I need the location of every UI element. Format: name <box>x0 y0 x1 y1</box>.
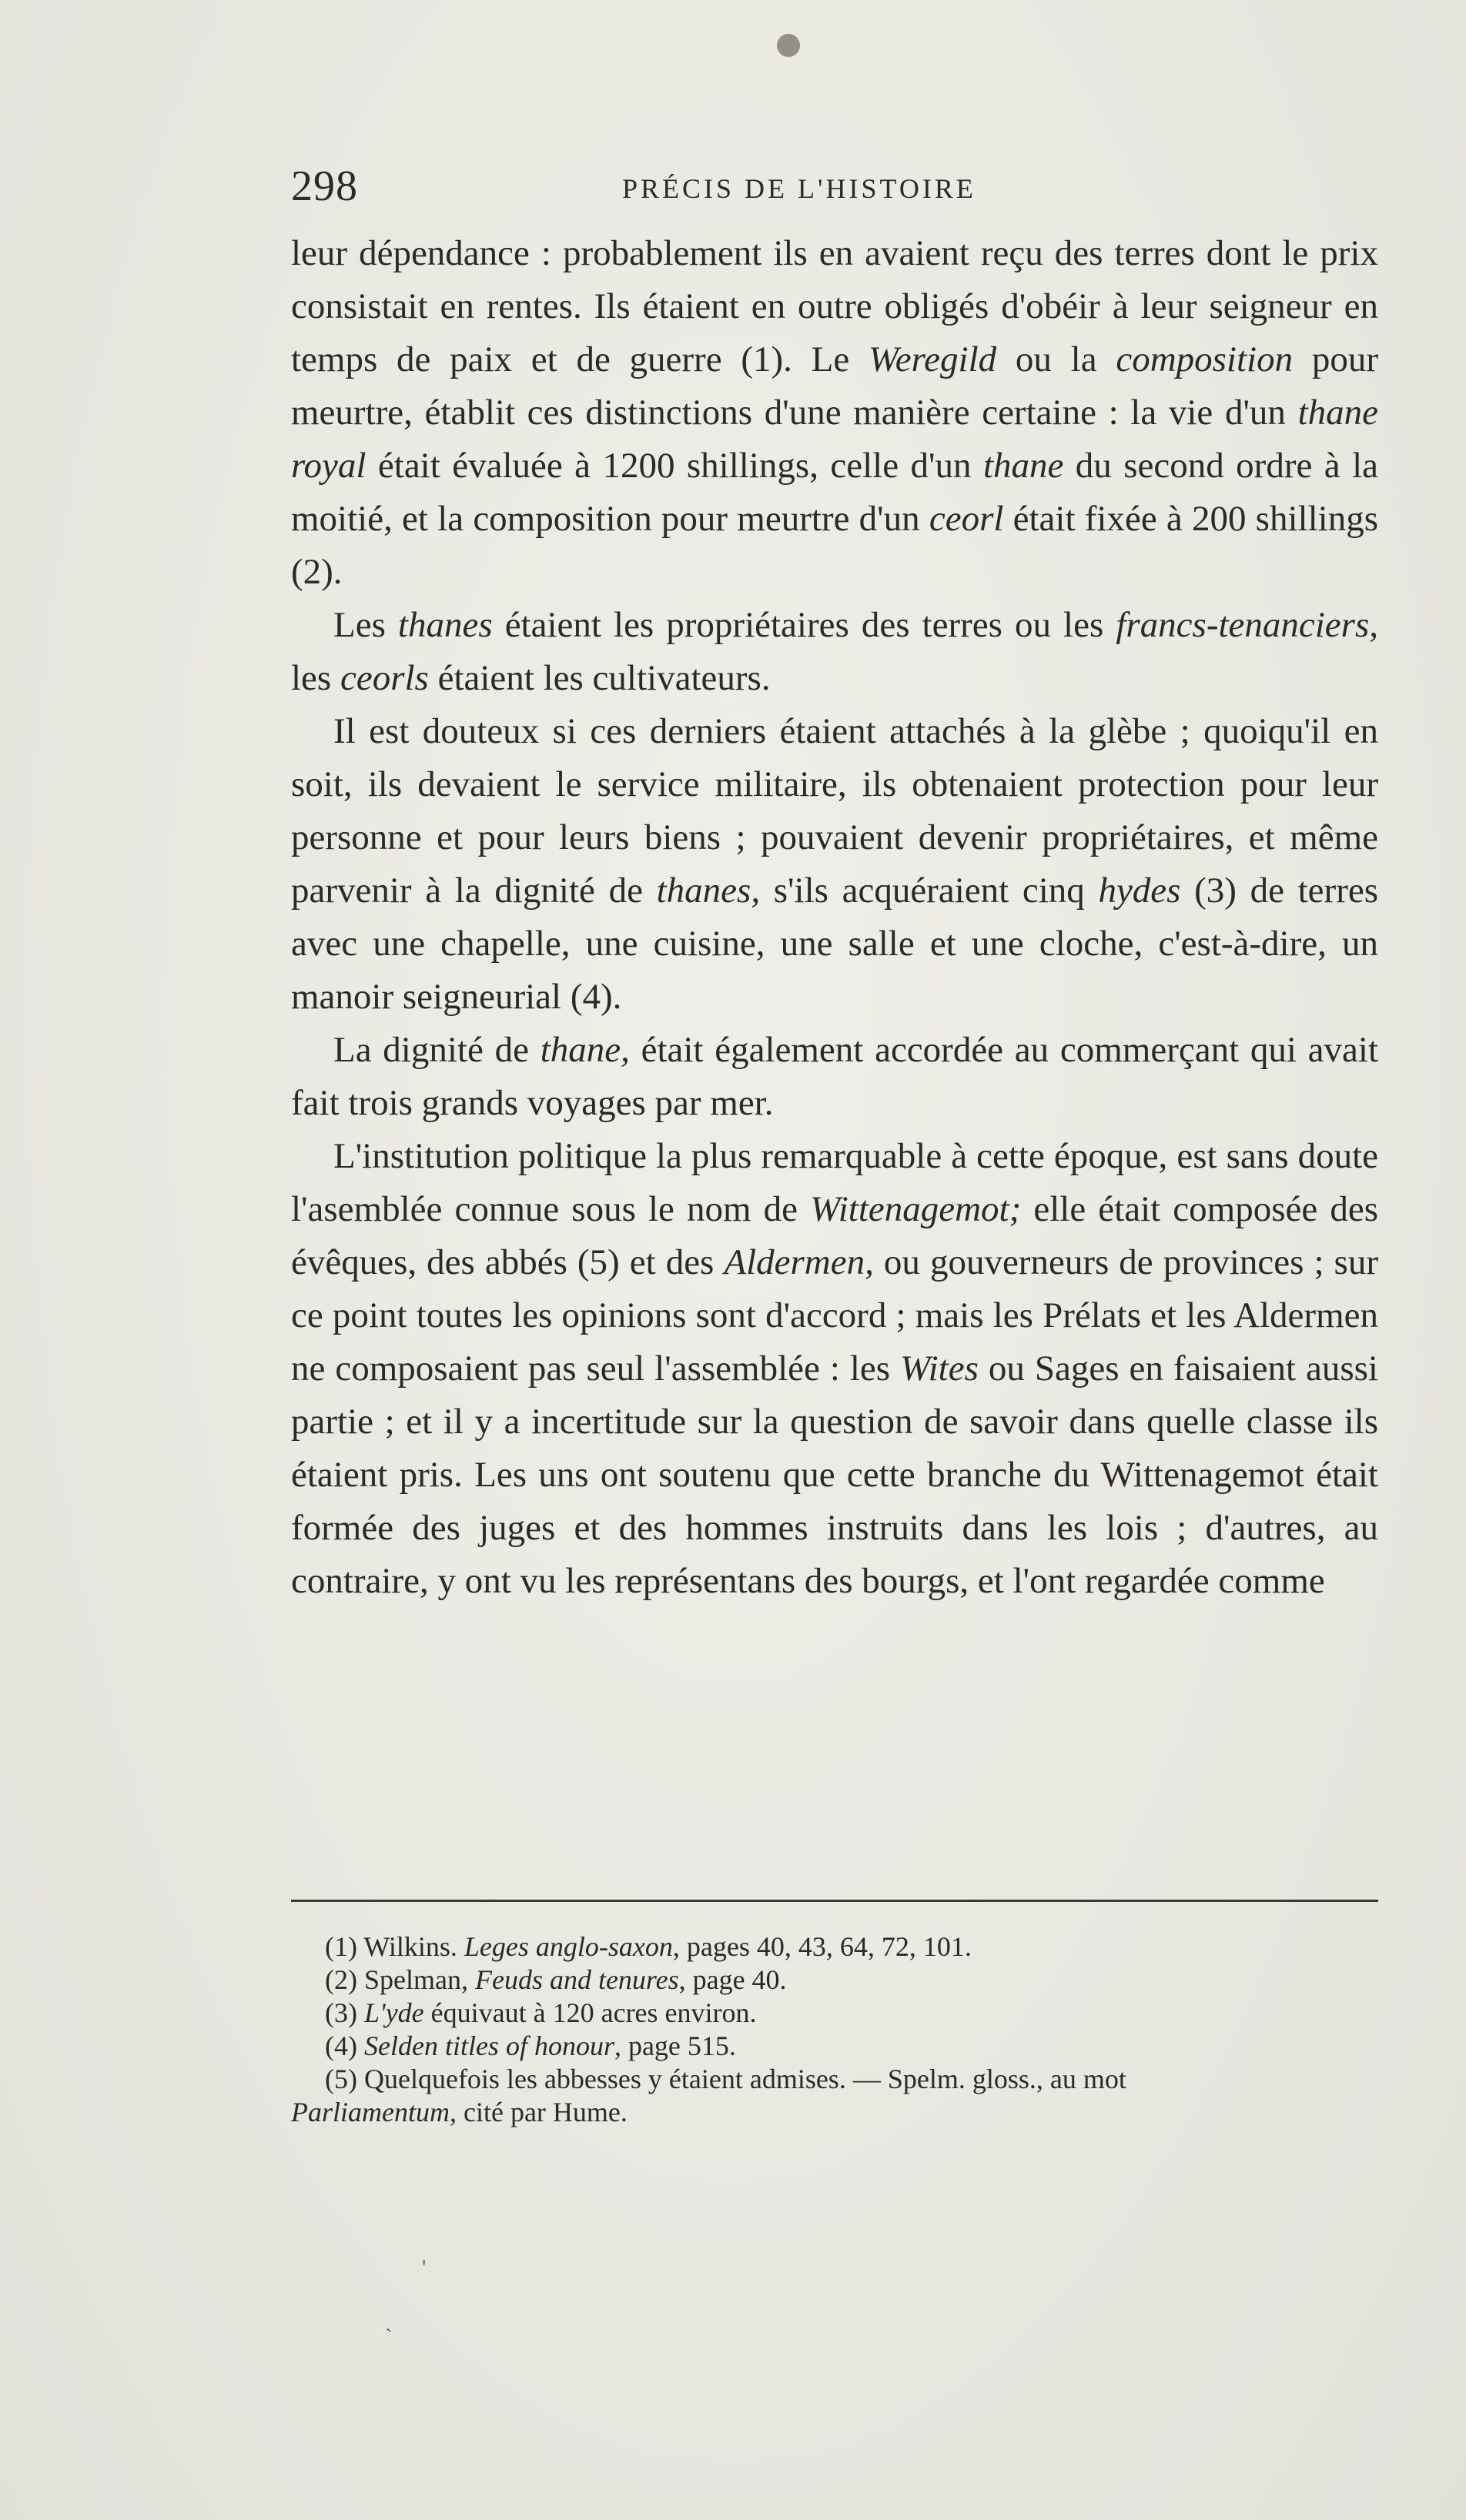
paragraph-5: L'institution politique la plus remarquable à cette époque, est sans doute l'asemblée connue sous le nom de Wittenagemot; elle était composée des évêques, des abbés (5) et des Aldermen, ou gouverneurs de provinces ; sur ce point toutes les opinions sont d'accord ; mais les Prélats et les Aldermen ne composaient pas seul l'assemblée : les Wites ou Sages en faisaient aussi partie ; et il y a incertitude sur la question de savoir dans quelle classe ils étaient pris. Les uns ont soutenu que cette branche du Wittenagemot était formée des juges et des hommes instruits dans les lois ; d'autres, au contraire, y ont vu les représentans des bourgs, et l'ont regardée comme <box>291 1136 1378 1601</box>
term-thane: thane, <box>540 1030 630 1070</box>
paragraph-3: Il est douteux si ces derniers étaient attachés à la glèbe ; quoiqu'il en soit, ils devaient le service militaire, ils obtenaient protection pour leur personne et pour leurs biens ; pouvaient devenir propriétaires, et même parvenir à la dignité de thanes, s'ils acquéraient cinq hydes (3) de terres avec une chapelle, une cuisine, une salle et une cloche, c'est-à-dire, un manoir seigneurial (4). <box>291 711 1379 1017</box>
term-thanes: thanes <box>397 605 493 645</box>
term-hydes: hydes <box>1098 871 1181 911</box>
main-text <box>291 227 1378 1608</box>
footnote-3: (3) L'yde équivaut à 120 acres environ. <box>325 1997 757 2028</box>
term-thane: thane <box>982 446 1064 486</box>
footnote-1: (1) Wilkins. Leges anglo-saxon, pages 40, 43, 64, 72, 101. <box>325 1931 972 1962</box>
term-composition: composition <box>1116 339 1294 379</box>
page-number: 298 <box>291 162 358 210</box>
term-wittenagemot: Wittenagemot; <box>810 1189 1022 1229</box>
term-wites: Wites <box>900 1349 979 1389</box>
term-weregild: Weregild <box>868 339 997 379</box>
footnote-divider <box>291 1900 1378 1902</box>
term-francs-tenanciers: francs-tenanciers, <box>1116 605 1378 645</box>
footnote-4: (4) Selden titles of honour, page 515. <box>325 2030 736 2061</box>
term-thanes: thanes, <box>656 871 761 911</box>
page-header <box>291 151 1369 220</box>
paper-speck: ` <box>385 2324 393 2350</box>
footnotes <box>291 1930 1378 2129</box>
term-thane-royal: thane royal <box>291 393 1378 486</box>
term-aldermen: Aldermen, <box>724 1242 874 1282</box>
paragraph-4: La dignité de thane, était également accordée au commerçant qui avait fait trois grands voyages par mer. <box>291 1030 1379 1123</box>
footnote-5-continued: Parliamentum, cité par Hume. <box>291 2097 628 2127</box>
term-ceorl: ceorl <box>929 499 1004 539</box>
footnote-5: (5) Quelquefois les abbesses y étaient admises. — Spelm. gloss., au mot <box>325 2064 1126 2094</box>
paragraph-1: leur dépendance : probablement ils en avaient reçu des terres dont le prix consistait en rentes. Ils étaient en outre obligés d'obéir à leur seigneur en temps de paix et de guerre (1). Le Weregild ou la composition pour meurtre, établit ces distinctions d'une manière certaine : la vie d'un thane royal était évaluée à 1200 shillings, celle d'un thane du second ordre à la moitié, et la composition pour meurtre d'un ceorl était fixée à 200 shillings (2). <box>291 233 1379 592</box>
term-ceorls: ceorls <box>340 658 429 698</box>
running-title: PRÉCIS DE L'HISTOIRE <box>622 173 976 204</box>
paragraph-2: Les thanes étaient les propriétaires des terres ou les francs-tenanciers, les ceorls étaient les cultivateurs. <box>291 605 1378 698</box>
paper-speck: ' <box>422 2255 427 2281</box>
ink-spot <box>777 34 800 57</box>
footnote-2: (2) Spelman, Feuds and tenures, page 40. <box>325 1964 787 1995</box>
